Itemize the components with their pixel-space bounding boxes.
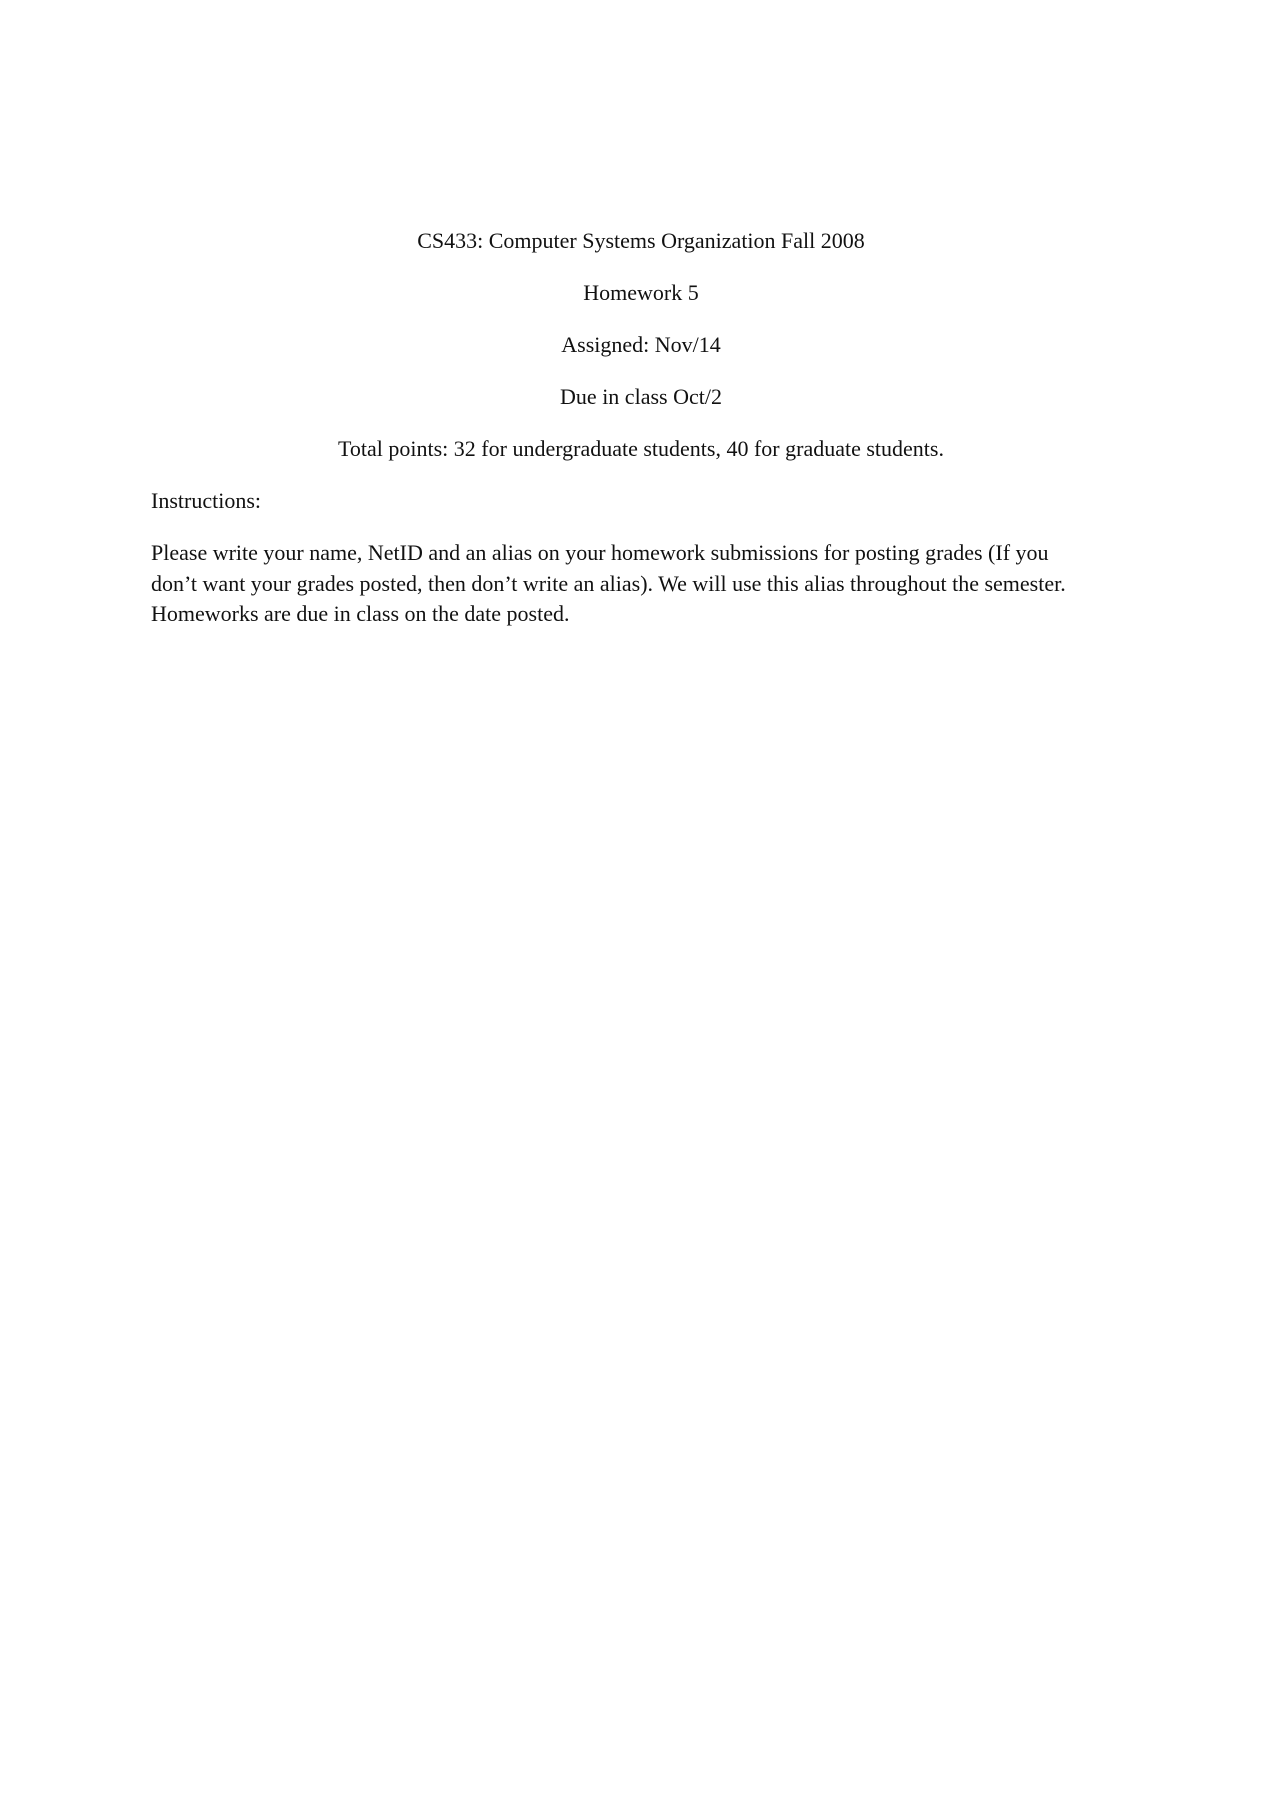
instructions-line-3: Homeworks are due in class on the date posted. [151,601,570,626]
homework-title: Homework 5 [583,280,699,305]
instructions-line-2: don’t want your grades posted, then don’t write an alias). We will use this alias throughout the semester. [151,570,1066,596]
instructions-paragraph [151,538,1131,630]
due-date: Due in class Oct/2 [560,384,722,409]
instructions-heading: Instructions: [151,488,261,513]
total-points: Total points: 32 for undergraduate students, 40 for graduate students. [338,436,944,461]
instructions-line-1: Please write your name, NetID and an alias on your homework submissions for posting grades (If you [151,540,1049,565]
document-content [151,226,1131,630]
course-title: CS433: Computer Systems Organization Fall 2008 [417,228,865,253]
assigned-date: Assigned: Nov/14 [561,332,721,357]
